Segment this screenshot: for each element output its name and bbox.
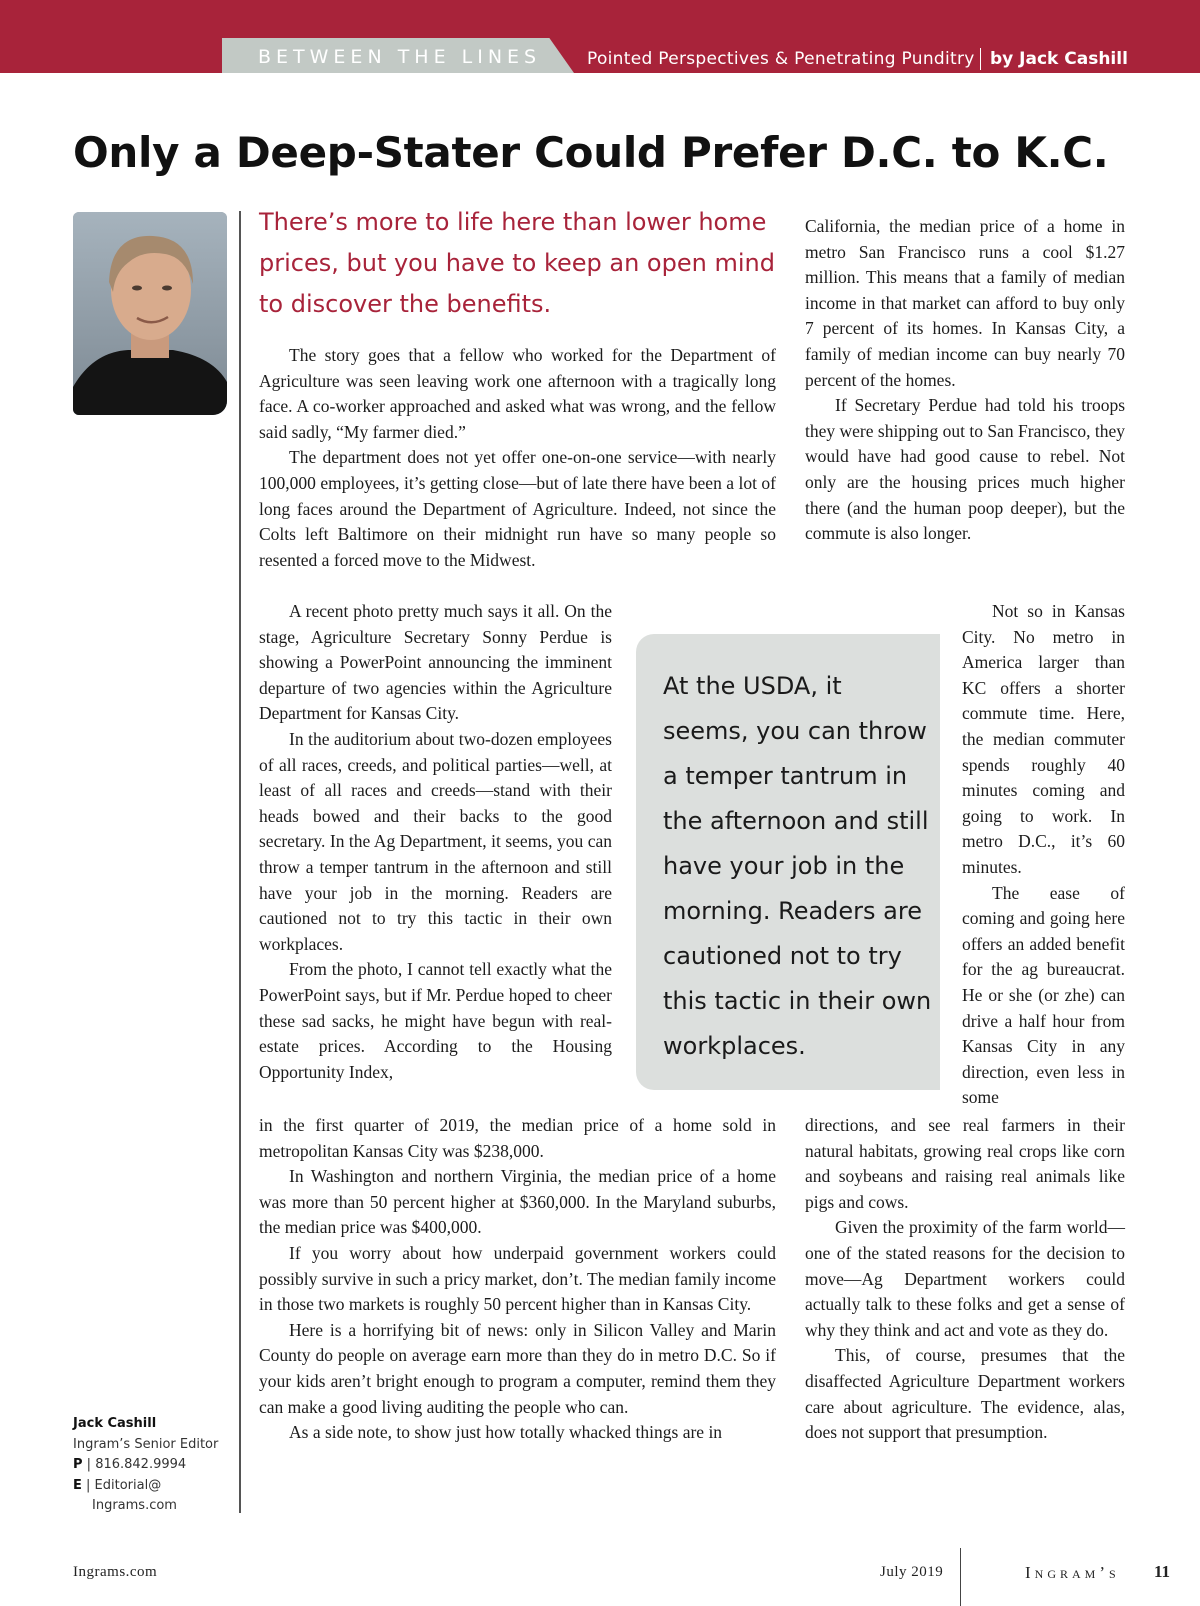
paragraph: California, the median price of a home in metro San Francisco runs a cool $1.27 million. This means that a family of median income in that market can afford to buy only 7 percent of its homes. In Kansas City, a family of median income can buy nearly 70 percent of the homes. [805,216,1125,390]
pullquote-text: At the USDA, it seems, you can throw a temper tantrum in the afternoon and still have your job in the morning. Readers are cautioned not to try this tactic in their own workplaces. [663,672,932,1060]
paragraph: The ease of coming and going here offers an added benefit for the ag bureaucrat. He or she (or zhe) can drive a half hour from Kansas City in any direction, even less in some [962,882,1125,1108]
footer-brand: Ingram’s [1025,1563,1120,1582]
paragraph: If you worry about how underpaid government workers could possibly survive in such a pricy market, don’t. The median family income in those two markets is roughly 50 percent higher than in Kansas City. [259,1242,776,1315]
footer-date: July 2019 [880,1564,944,1580]
page-number: 11 [1154,1562,1171,1581]
author-name: Jack Cashill [73,1416,157,1431]
email-part-2[interactable]: Ingrams.com [92,1498,177,1513]
section-name: BETWEEN THE LINES [258,46,542,68]
article-body-col2-bottom [805,1113,1125,1446]
footer-site[interactable]: Ingrams.com [73,1564,158,1580]
tagline-divider [980,48,981,70]
article-body-col1-bottom [259,1113,776,1446]
paragraph: As a side note, to show just how totally whacked things are in [289,1422,723,1443]
phone-label: P [73,1457,83,1472]
paragraph: Given the proximity of the farm world—one of the stated reasons for the decision to move—Ag Department workers could actually talk to these folks and get a sense of why they think and act and vote as they do. [805,1217,1125,1340]
author-phone: P | 816.842.9994 [73,1457,187,1472]
paragraph: If Secretary Perdue had told his troops they were shipping out to San Francisco, they would have had good cause to rebel. Not only are the housing prices much higher there (and the human poop deeper), but the commute is also longer. [805,395,1125,544]
paragraph: This, of course, presumes that the disaffected Agriculture Department workers care about agriculture. The evidence, alas, does not support that presumption. [805,1345,1125,1443]
paragraph: In the auditorium about two-dozen employees of all races, creeds, and political parties—well, at least of all races and creeds—stand with their heads bowed and their backs to the good secretary. In the Ag Department, it seems, you can throw a temper tantrum in the afternoon and still have your job in the morning. Readers are cautioned not to try this tactic in their own workplaces. [259,728,612,954]
author-title: Ingram’s Senior Editor [73,1436,219,1452]
paragraph: The department does not yet offer one-on-one service—with nearly 100,000 employees, it’s getting close—but of late there have been a lot of long faces around the Department of Agriculture. Indeed, not since the Colts left Baltimore on their midnight run have so many people so resented a forced move to the Midwest. [259,447,776,570]
article-body-col2-top [805,214,1125,547]
paragraph: Not so in Kansas City. No metro in America larger than KC offers a shorter commute time. Here, the median commuter spends roughly 40 minutes coming and going to work. In metro D.C., it’s 60 minutes. [962,601,1125,877]
article-deck: There’s more to life here than lower home prices, but you have to keep an open mind to discover the benefits. [259,208,775,318]
author-bio [73,1414,233,1517]
email-part-1[interactable]: Editorial@ [94,1477,162,1493]
paragraph: From the photo, I cannot tell exactly what the PowerPoint says, but if Mr. Perdue hoped to cheer these sad sacks, he might have begun with real-estate prices. According to the Housing Opportunity Index, [259,959,612,1082]
paragraph: in the first quarter of 2019, the median price of a home sold in metropolitan Kansas City was $238,000. [259,1115,776,1161]
paragraph: The story goes that a fellow who worked for the Department of Agriculture was seen leaving work one afternoon with a tragically long face. A co-worker approached and asked what was wrong, and the fellow said sadly, “My farmer died.” [259,345,776,442]
phone-number[interactable]: 816.842.9994 [95,1457,187,1472]
author-photo [73,212,227,415]
article-body-col1-middle [259,599,612,1085]
article-body-col2-middle [962,599,1125,1111]
paragraph: Here is a horrifying bit of news: only in Silicon Valley and Marin County do people on average earn more than they do in metro D.C. So if your kids aren’t bright enough to program a computer, remind them they can make a good living auditing the people who can. [259,1319,776,1417]
paragraph: directions, and see real farmers in their natural habitats, growing real crops like corn and soybeans and raising real animals like pigs and cows. [805,1115,1125,1212]
paragraph: In Washington and northern Virginia, the median price of a home was more than 50 percent higher at $360,000. In the Maryland suburbs, the median price was $400,000. [259,1166,776,1238]
paragraph: A recent photo pretty much says it all. On the stage, Agriculture Secretary Sonny Perdue is showing a PowerPoint announcing the imminent departure of two agencies within the Agriculture Department for Kansas City. [259,601,612,724]
byline: by Jack Cashill [990,49,1128,69]
email-label: E [73,1477,82,1493]
article-headline: Only a Deep-Stater Could Prefer D.C. to K.C. [73,128,1109,177]
column-divider [239,211,241,1513]
article-body-col1-top [259,343,776,573]
column-tagline: Pointed Perspectives & Penetrating Punditry [587,49,975,69]
author-email: E | Editorial@ [73,1477,162,1493]
footer-divider [960,1548,961,1606]
